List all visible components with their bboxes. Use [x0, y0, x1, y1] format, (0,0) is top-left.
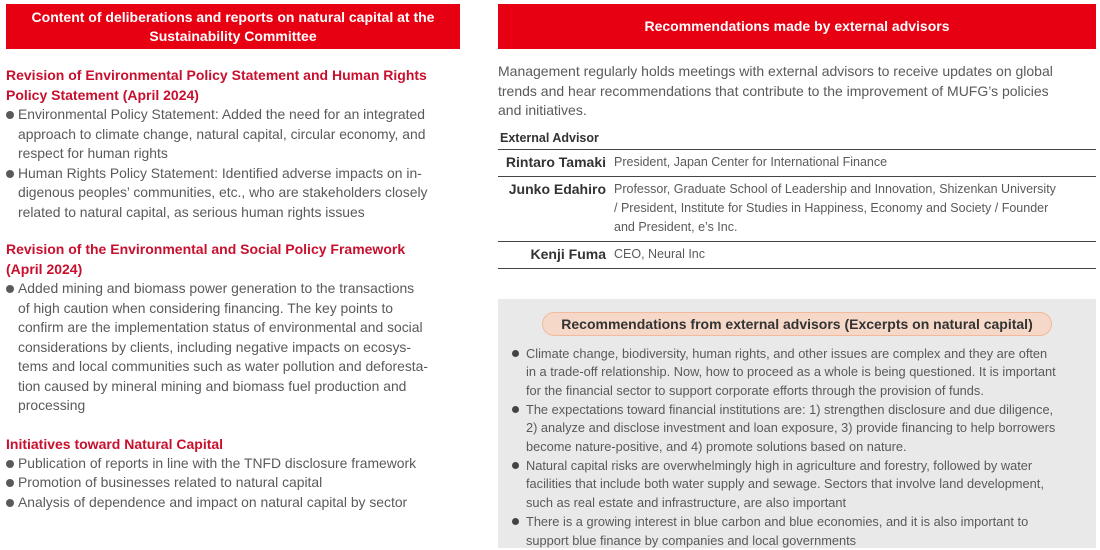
item-line: respect for human rights: [18, 144, 460, 164]
item-line: Analysis of dependence and impact on natural capital by sector: [18, 493, 460, 513]
title-line: Policy Statement (April 2024): [6, 85, 460, 105]
item-line: Publication of reports in line with the TNFD disclosure framework: [18, 454, 460, 474]
item-line: facilities that include both water supply and sewage. Sectors that involve land development,: [526, 475, 1087, 494]
item-line: for the financial sector to support corporate efforts through the provision of funds.: [526, 382, 1087, 401]
recommendations-box: [498, 299, 1096, 548]
bullet-list: [6, 279, 460, 416]
item-line: support blue finance by companies and local governments: [526, 532, 1087, 550]
section-title: [6, 65, 460, 105]
intro-line: trends and hear recommendations that contribute to the improvement of MUFG’s policies: [498, 82, 1096, 102]
intro-line: Management regularly holds meetings with external advisors to receive updates on global: [498, 62, 1096, 82]
item-line: There is a growing interest in blue carbon and blue economies, and it is also important to: [526, 513, 1087, 532]
item-line: related to natural capital, as serious human rights issues: [18, 203, 460, 223]
title-line: (April 2024): [6, 259, 460, 279]
item-line: Climate change, biodiversity, human rights, and other issues are complex and they are often: [526, 345, 1087, 364]
advisor-role: [614, 176, 1096, 241]
intro-paragraph: [498, 62, 1096, 121]
item-line: confirm are the implementation status of environmental and social: [18, 318, 460, 338]
header-line: Sustainability Committee: [6, 27, 460, 46]
role-line: and President, e’s Inc.: [614, 218, 1096, 237]
advisors-header: Recommendations made by external advisors: [498, 4, 1096, 49]
list-item: [6, 279, 460, 416]
item-line: processing: [18, 396, 460, 416]
external-advisor-label: External Advisor: [500, 131, 1096, 145]
item-line: considerations by clients, including negative impacts on ecosys-: [18, 338, 460, 358]
item-line: The expectations toward financial institutions are: 1) strengthen disclosure and due diligence,: [526, 401, 1087, 420]
item-line: digenous peoples’ communities, etc., who are stakeholders closely: [18, 183, 460, 203]
table-row: [498, 149, 1096, 176]
advisor-name: Junko Edahiro: [498, 176, 614, 241]
section-env-hr-policy: [6, 65, 460, 222]
intro-line: and initiatives.: [498, 101, 1096, 121]
bullet-list: [6, 454, 460, 513]
role-line: CEO, Neural Inc: [614, 245, 1096, 264]
role-line: Professor, Graduate School of Leadership and Innovation, Shizenkan University: [614, 180, 1096, 199]
role-line: President, Japan Center for International Finance: [614, 153, 1096, 172]
committee-header: [6, 4, 460, 49]
table-row: [498, 176, 1096, 241]
list-item: [6, 493, 460, 513]
list-item: [512, 457, 1087, 513]
item-line: tems and local communities such as water pollution and deforesta-: [18, 357, 460, 377]
item-line: Human Rights Policy Statement: Identified adverse impacts on in-: [18, 164, 460, 184]
advisor-name: Rintaro Tamaki: [498, 149, 614, 176]
external-advisors-panel: [498, 4, 1096, 548]
advisor-role: [614, 149, 1096, 176]
role-line: / President, Institute for Studies in Happiness, Economy and Society / Founder: [614, 199, 1096, 218]
table-row: [498, 241, 1096, 268]
list-item: [512, 401, 1087, 457]
section-natural-capital-initiatives: [6, 434, 460, 513]
list-item: [6, 105, 460, 164]
item-line: approach to climate change, natural capital, circular economy, and: [18, 125, 460, 145]
advisor-role: [614, 241, 1096, 268]
item-line: Environmental Policy Statement: Added the need for an integrated: [18, 105, 460, 125]
list-item: [6, 473, 460, 493]
section-es-policy-framework: [6, 239, 460, 416]
item-line: Natural capital risks are overwhelmingly high in agriculture and forestry, followed by water: [526, 457, 1087, 476]
item-line: 2) analyze and disclose investment and loan exposure, 3) provide financing to help borrowers: [526, 419, 1087, 438]
header-line: Content of deliberations and reports on natural capital at the: [6, 8, 460, 27]
sustainability-committee-panel: [6, 4, 460, 512]
section-title: [6, 434, 460, 454]
item-line: Added mining and biomass power generation to the transactions: [18, 279, 460, 299]
item-line: Promotion of businesses related to natural capital: [18, 473, 460, 493]
list-item: [6, 164, 460, 223]
title-line: Revision of Environmental Policy Statement and Human Rights: [6, 65, 460, 85]
list-item: [512, 513, 1087, 550]
item-line: in a trade-off relationship. Now, how to proceed as a whole is being questioned. It is important: [526, 363, 1087, 382]
list-item: [512, 345, 1087, 401]
item-line: become nature-positive, and 4) promote solutions based on nature.: [526, 438, 1087, 457]
advisor-name: Kenji Fuma: [498, 241, 614, 268]
item-line: such as real estate and infrastructure, are also important: [526, 494, 1087, 513]
title-line: Initiatives toward Natural Capital: [6, 434, 460, 454]
recommendations-title: Recommendations from external advisors (Excerpts on natural capital): [542, 312, 1052, 336]
recommendations-list: [512, 345, 1087, 550]
title-line: Revision of the Environmental and Social Policy Framework: [6, 239, 460, 259]
item-line: tion caused by mineral mining and biomass fuel production and: [18, 377, 460, 397]
item-line: of high caution when considering financing. The key points to: [18, 299, 460, 319]
section-title: [6, 239, 460, 279]
list-item: [6, 454, 460, 474]
advisor-table: [498, 149, 1096, 269]
bullet-list: [6, 105, 460, 222]
